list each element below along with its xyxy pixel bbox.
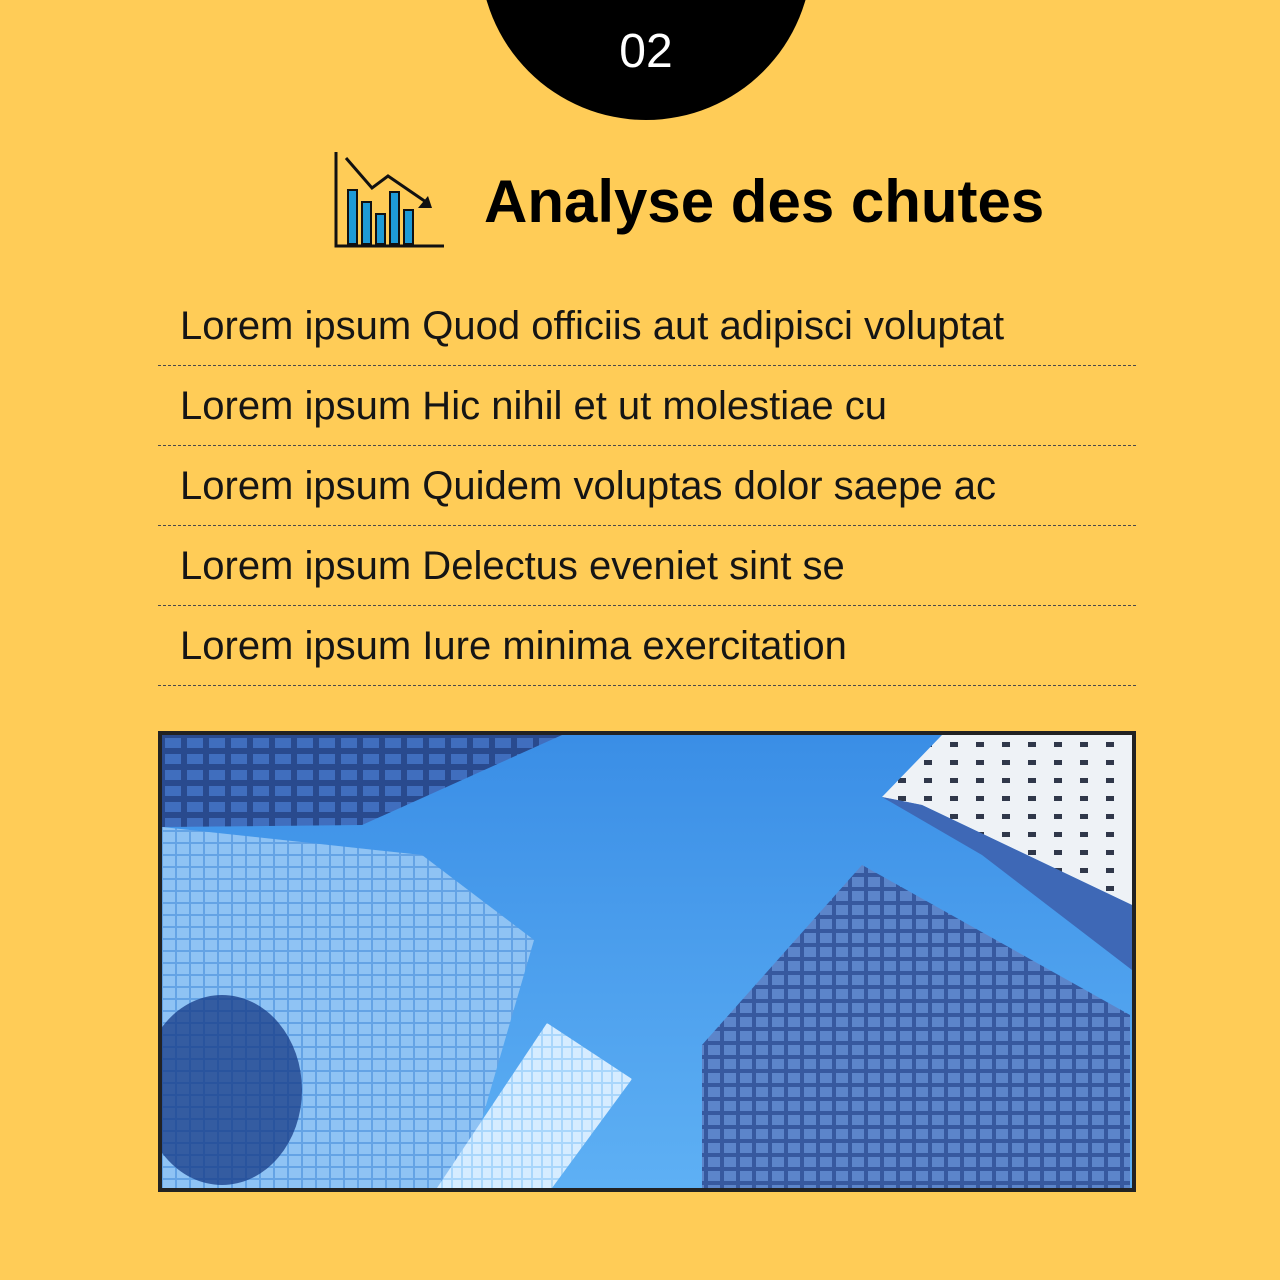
list-item: Lorem ipsum Hic nihil et ut molestiae cu [158,366,1136,446]
list-item: Lorem ipsum Quod officiis aut adipisci voluptat [158,286,1136,366]
list-item: Lorem ipsum Iure minima exercitation [158,606,1136,686]
bullet-list [158,286,1136,686]
page-number: 02 [619,25,673,78]
skyscrapers-photo [158,731,1136,1192]
list-item: Lorem ipsum Quidem voluptas dolor saepe ac [158,446,1136,526]
chart-decrease-icon [332,150,446,250]
page-title: Analyse des chutes [484,168,1045,235]
list-item: Lorem ipsum Delectus eveniet sint se [158,526,1136,606]
